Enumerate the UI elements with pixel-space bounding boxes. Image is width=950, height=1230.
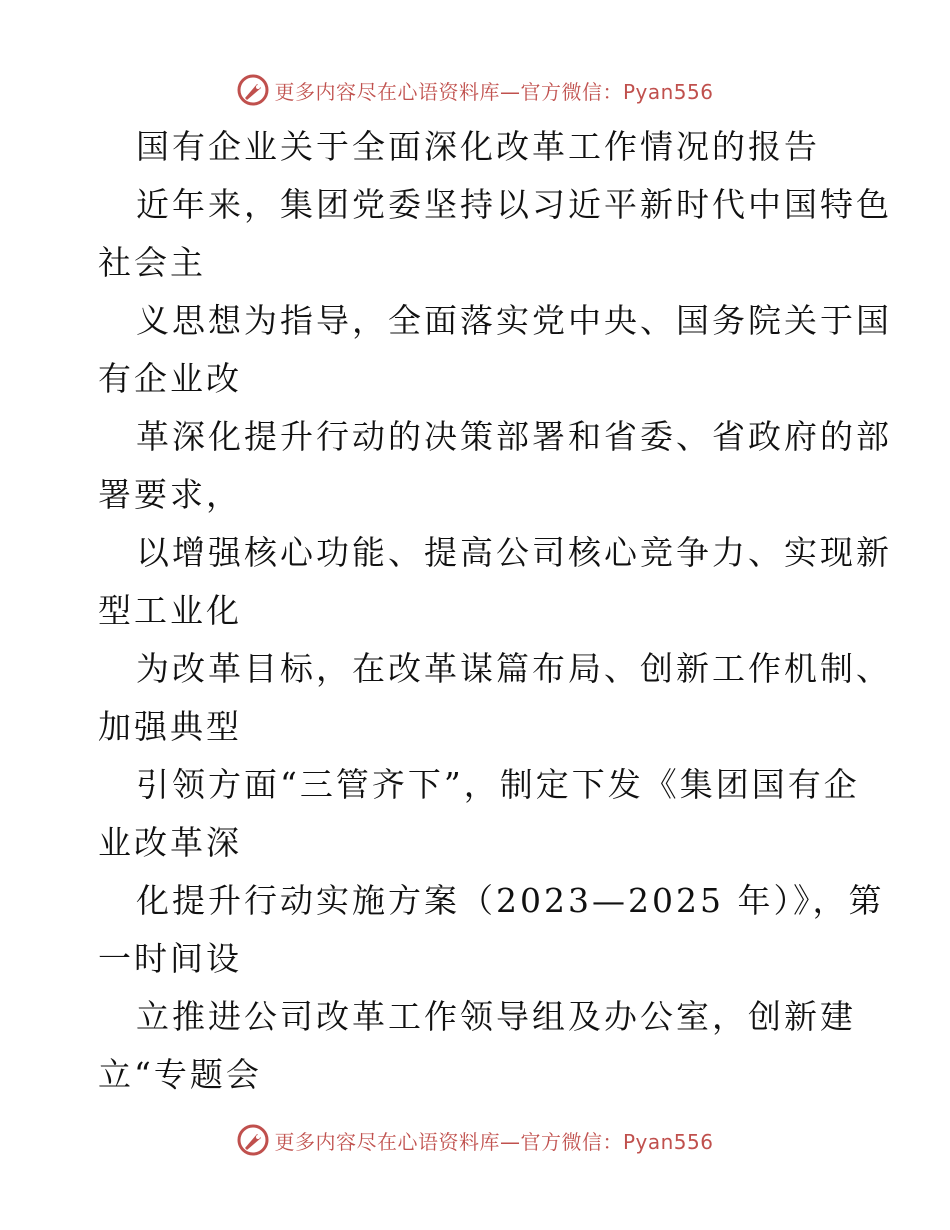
paragraph-line: 一时间设 bbox=[98, 939, 242, 978]
paragraph-line: 以增强核心功能、提高公司核心竞争力、实现新 bbox=[136, 533, 892, 572]
watermark-text: 更多内容尽在心语资料库—官方微信：Pyan556 bbox=[274, 1129, 714, 1154]
document-body bbox=[98, 118, 892, 1104]
paragraph-line: 近年来，集团党委坚持以习近平新时代中国特色 bbox=[136, 185, 892, 224]
paragraph-line: 业改革深 bbox=[98, 823, 242, 862]
paragraph-line: 有企业改 bbox=[98, 359, 242, 398]
paragraph-line: 立推进公司改革工作领导组及办公室，创新建 bbox=[136, 997, 856, 1036]
paragraph-line: 为改革目标，在改革谋篇布局、创新工作机制、 bbox=[136, 649, 892, 688]
paragraph-line: 化提升行动实施方案（2023—2025 年）》，第 bbox=[136, 881, 885, 920]
paragraph-line: 型工业化 bbox=[98, 591, 242, 630]
paragraph-line: 社会主 bbox=[98, 243, 206, 282]
document-title: 国有企业关于全面深化改革工作情况的报告 bbox=[136, 127, 820, 166]
paragraph-line: 立“专题会 bbox=[98, 1055, 262, 1094]
watermark-text: 更多内容尽在心语资料库—官方微信：Pyan556 bbox=[274, 79, 714, 104]
paragraph-line: 加强典型 bbox=[98, 707, 242, 746]
pen-nib-logo-icon bbox=[236, 1123, 270, 1157]
header-watermark bbox=[0, 70, 950, 110]
footer-watermark bbox=[0, 1120, 950, 1160]
pen-nib-logo-icon bbox=[236, 73, 270, 107]
paragraph-line: 义思想为指导，全面落实党中央、国务院关于国 bbox=[136, 301, 892, 340]
paragraph-line: 署要求， bbox=[98, 475, 242, 514]
paragraph-line: 革深化提升行动的决策部署和省委、省政府的部 bbox=[136, 417, 892, 456]
paragraph-line: 引领方面“三管齐下”，制定下发《集团国有企 bbox=[136, 765, 860, 804]
